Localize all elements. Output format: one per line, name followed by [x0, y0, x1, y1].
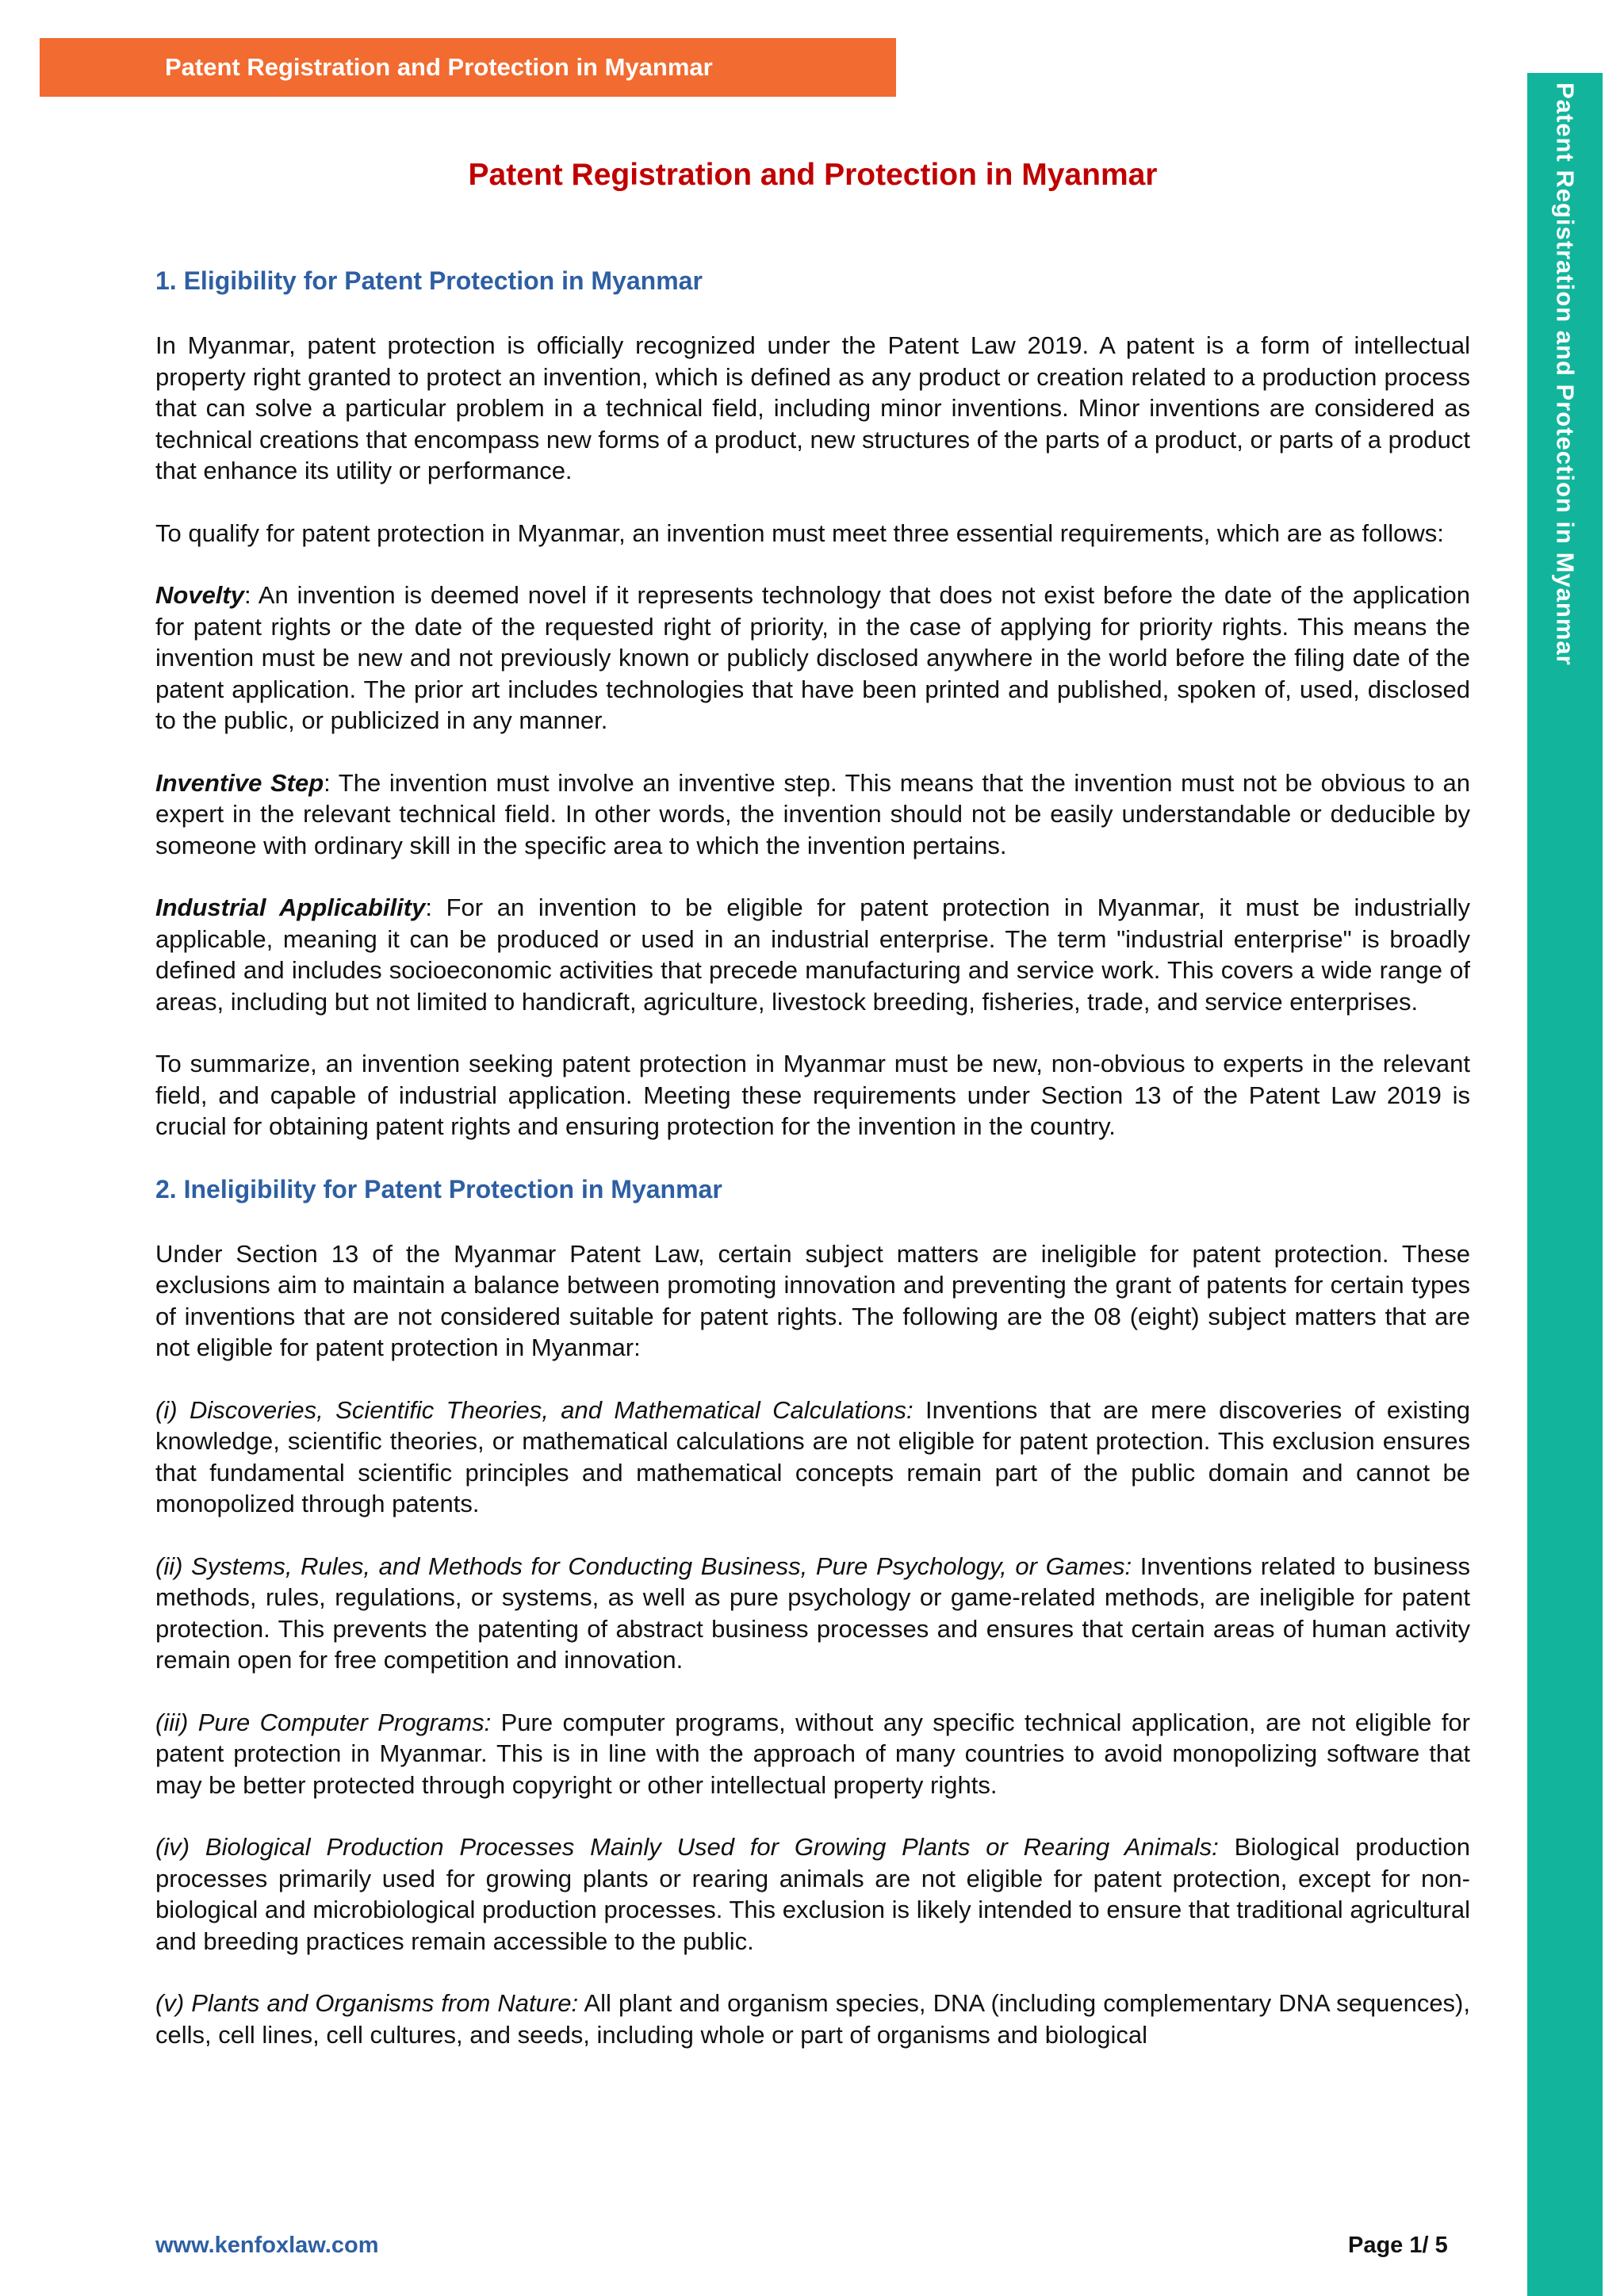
document-body	[155, 151, 1470, 2081]
biological-processes-text: Biological production processes primarily used for growing plants or rearing animals are not eligible for patent protection, except for non-biological and microbiological production processes. This exclusion is likely intended to ensure that traditional agricultural and breeding practices remain accessible to the public.	[155, 1833, 1470, 1955]
paragraph-intro: In Myanmar, patent protection is officially recognized under the Patent Law 2019. A patent is a form of intellectual property right granted to protect an invention, which is defined as any product or creation related to a production process that can solve a particular problem in a technical field, including minor inventions. Minor inventions are considered as technical creations that encompass new forms of a product, new structures of the parts of a product, or parts of a product that enhance its utility or performance.	[155, 331, 1470, 484]
term-industrial-applicability: Industrial Applicability	[155, 894, 426, 921]
term-biological-processes: (iv) Biological Production Processes Mainly Used for Growing Plants or Rearing Animals:	[155, 1833, 1219, 1861]
term-novelty: Novelty	[155, 581, 244, 609]
section-heading-ineligibility: 2. Ineligibility for Patent Protection in Myanmar	[155, 1174, 722, 1203]
term-computer-programs: (iii) Pure Computer Programs:	[155, 1708, 492, 1736]
inventive-step-text: : The invention must involve an inventive step. This means that the invention must not be obvious to an expert in the relevant technical field. In other words, the invention should not be easily understandable or deducible by someone with ordinary skill in the specific area to which the invention pertains.	[155, 768, 1470, 859]
computer-programs-text: Pure computer programs, without any specific technical application, are not eligible for patent protection in Myanmar. This is in line with the approach of many countries to avoid monopolizing software that may be better protected through copyright or other intellectual property rights.	[155, 1708, 1470, 1799]
list-item-biological-processes	[155, 1831, 1470, 1957]
header-banner: Patent Registration and Protection in Myanmar	[40, 38, 896, 97]
list-item-business-methods	[155, 1551, 1470, 1676]
footer-page-number: Page 1/ 5	[1348, 2233, 1448, 2258]
list-item-plants-organisms	[155, 1988, 1470, 2050]
paragraph-industrial-applicability	[155, 892, 1470, 1017]
list-item-discoveries	[155, 1395, 1470, 1520]
side-band-title: Patent Registration and Protection in Myanmar	[1551, 82, 1580, 666]
list-item-computer-programs	[155, 1707, 1470, 1801]
term-discoveries: (i) Discoveries, Scientific Theories, and Mathematical Calculations:	[155, 1395, 914, 1424]
plants-organisms-text: All plant and organism species, DNA (including complementary DNA sequences), cells, cell lines, cell cultures, and seeds, including whole or part of organisms and biological	[155, 1989, 1470, 2049]
paragraph-inventive-step	[155, 767, 1470, 862]
term-business-methods: (ii) Systems, Rules, and Methods for Conducting Business, Pure Psychology, or Games:	[155, 1552, 1132, 1580]
term-plants-organisms: (v) Plants and Organisms from Nature:	[155, 1989, 579, 2017]
footer-website-link[interactable]: www.kenfoxlaw.com	[155, 2233, 379, 2258]
industrial-applicability-text: : For an invention to be eligible for patent protection in Myanmar, it must be industrially applicable, meaning it can be produced or used in an industrial enterprise. The term "industrial enterprise" is broadly defined and includes socioeconomic activities that precede manufacturing and service work. This covers a wide range of areas, including but not limited to handicraft, agriculture, livestock breeding, fisheries, trade, and service enterprises.	[155, 894, 1470, 1016]
paragraph-novelty	[155, 580, 1470, 737]
business-methods-text: Inventions related to business methods, rules, regulations, or systems, as well as pure psychology or game-related methods, are ineligible for patent protection. This prevents the patenting of abstract business processes and ensures that certain areas of human activity remain open for free competition and innovation.	[155, 1552, 1470, 1674]
paragraph-summary: To summarize, an invention seeking patent protection in Myanmar must be new, non-obvious to experts in the relevant field, and capable of industrial application. Meeting these requirements under Section 13 of the Patent Law 2019 is crucial for obtaining patent rights and ensuring protection for the invention in the country.	[155, 1050, 1470, 1140]
paragraph-ineligibility-intro: Under Section 13 of the Myanmar Patent Law, certain subject matters are ineligible for patent protection. These exclusions aim to maintain a balance between promoting innovation and preventing the grant of patents for certain types of inventions that are not considered suitable for patent rights. The following are the 08 (eight) subject matters that are not eligible for patent protection in Myanmar:	[155, 1239, 1470, 1361]
term-inventive-step: Inventive Step	[155, 768, 324, 797]
discoveries-text: Inventions that are mere discoveries of existing knowledge, scientific theories, or mathematical calculations are not eligible for patent protection. This exclusion ensures that fundamental scientific principles and mathematical concepts remain part of the public domain and cannot be monopolized through patents.	[155, 1395, 1470, 1517]
paragraph-requirements: To qualify for patent protection in Myanmar, an invention must meet three essential requirements, which are as follows:	[155, 519, 1444, 547]
novelty-text: : An invention is deemed novel if it represents technology that does not exist before the date of the application for patent rights or the date of the requested right of priority, in the case of applying for priority rights. This means the invention must be new and not previously known or publicly disclosed anywhere in the world before the filing date of the patent application. The prior art includes technologies that have been printed and published, spoken of, used, disclosed to the public, or publicized in any manner.	[155, 581, 1470, 734]
section-heading-eligibility: 1. Eligibility for Patent Protection in Myanmar	[155, 266, 703, 295]
page-title: Patent Registration and Protection in Myanmar	[468, 158, 1158, 192]
